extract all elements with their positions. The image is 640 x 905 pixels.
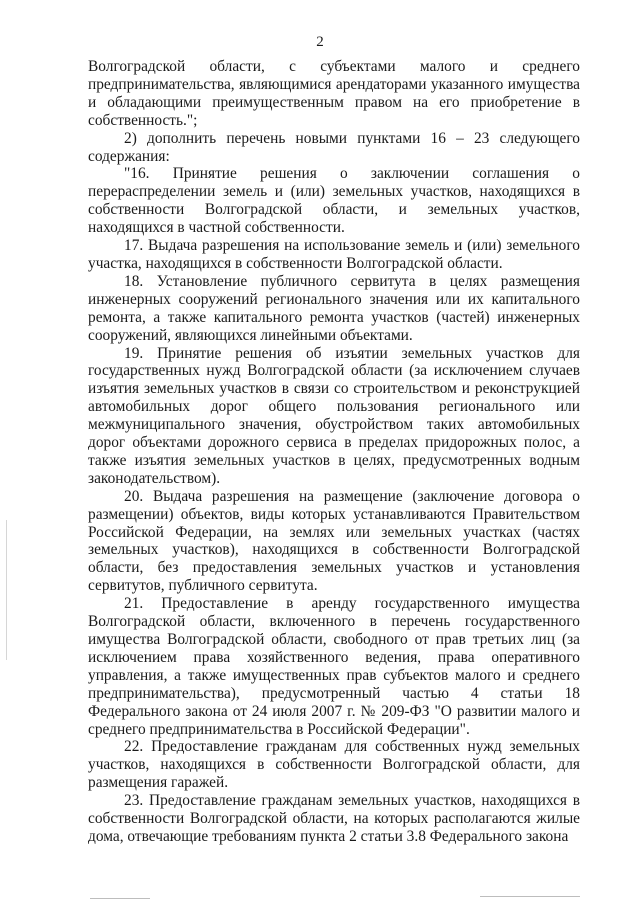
paragraph-item-16: "16. Принятие решения о заключении соглашения о перераспределении земель и (или) земельных участков, находящихся в собственности Волгоградской области, и земельных участков, находящихся в частной собственности. [88, 165, 580, 237]
paragraph-item-20: 20. Выдача разрешения на размещение (заключение договора о размещении) объектов, виды которых устанавливаются Правительством Российской Федерации, на землях или земельных участках (частях земельных участков), находящихся в собственности Волгоградской области, без предоставления земельных участков и установления сервитутов, публичного сервитута. [88, 487, 580, 595]
paragraph-item-18: 18. Установление публичного сервитута в целях размещения инженерных сооружений регионального значения или их капитального ремонта, а также капитального ремонта участков (частей) инженерных сооружений, являющихся линейными объектами. [88, 272, 580, 344]
paragraph-amendment-2: 2) дополнить перечень новыми пунктами 16 – 23 следующего содержания: [88, 129, 580, 165]
paragraph-item-19: 19. Принятие решения об изъятии земельных участков для государственных нужд Волгоградской области (за исключением случаев изъятия земельных участков в связи со строительством и реконструкцией автомобильных дорог общего пользования регионального или межмуниципального значения, обустройством таких автомобильных дорог объектами дорожного сервиса в пределах придорожных полос, а также изъятия земельных участков в целях, предусмотренных водным законодательством). [88, 344, 580, 487]
page-number: 2 [316, 34, 324, 50]
document-body [88, 58, 580, 846]
paragraph-continuation: Волгоградской области, с субъектами малого и среднего предпринимательства, являющимися арендаторами указанного имущества и обладающими преимущественным правом на его приобретение в собственность."; [88, 58, 580, 129]
paragraph-item-21: 21. Предоставление в аренду государственного имущества Волгоградской области, включенного в перечень государственного имущества Волгоградской области, свободного от прав третьих лиц (за исключением права хозяйственного ведения, права оперативного управления, а также имущественных прав субъектов малого и среднего предпринимательства), предусмотренный частью 4 статьи 18 Федерального закона от 24 июля 2007 г. № 209-ФЗ "О развитии малого и среднего предпринимательства в Российской Федерации". [88, 595, 580, 738]
paragraph-item-22: 22. Предоставление гражданам для собственных нужд земельных участков, находящихся в собственности Волгоградской области, для размещения гаражей. [88, 738, 580, 792]
scan-edge-mark [6, 520, 7, 660]
paragraph-item-23: 23. Предоставление гражданам земельных участков, находящихся в собственности Волгоградской области, на которых располагаются жилые дома, отвечающие требованиям пункта 2 статьи 3.8 Федерального закона [88, 792, 580, 845]
scan-bottom-mark [90, 898, 150, 899]
scan-bottom-mark [480, 896, 580, 897]
paragraph-item-17: 17. Выдача разрешения на использование земель и (или) земельного участка, находящихся в собственности Волгоградской области. [88, 237, 580, 272]
